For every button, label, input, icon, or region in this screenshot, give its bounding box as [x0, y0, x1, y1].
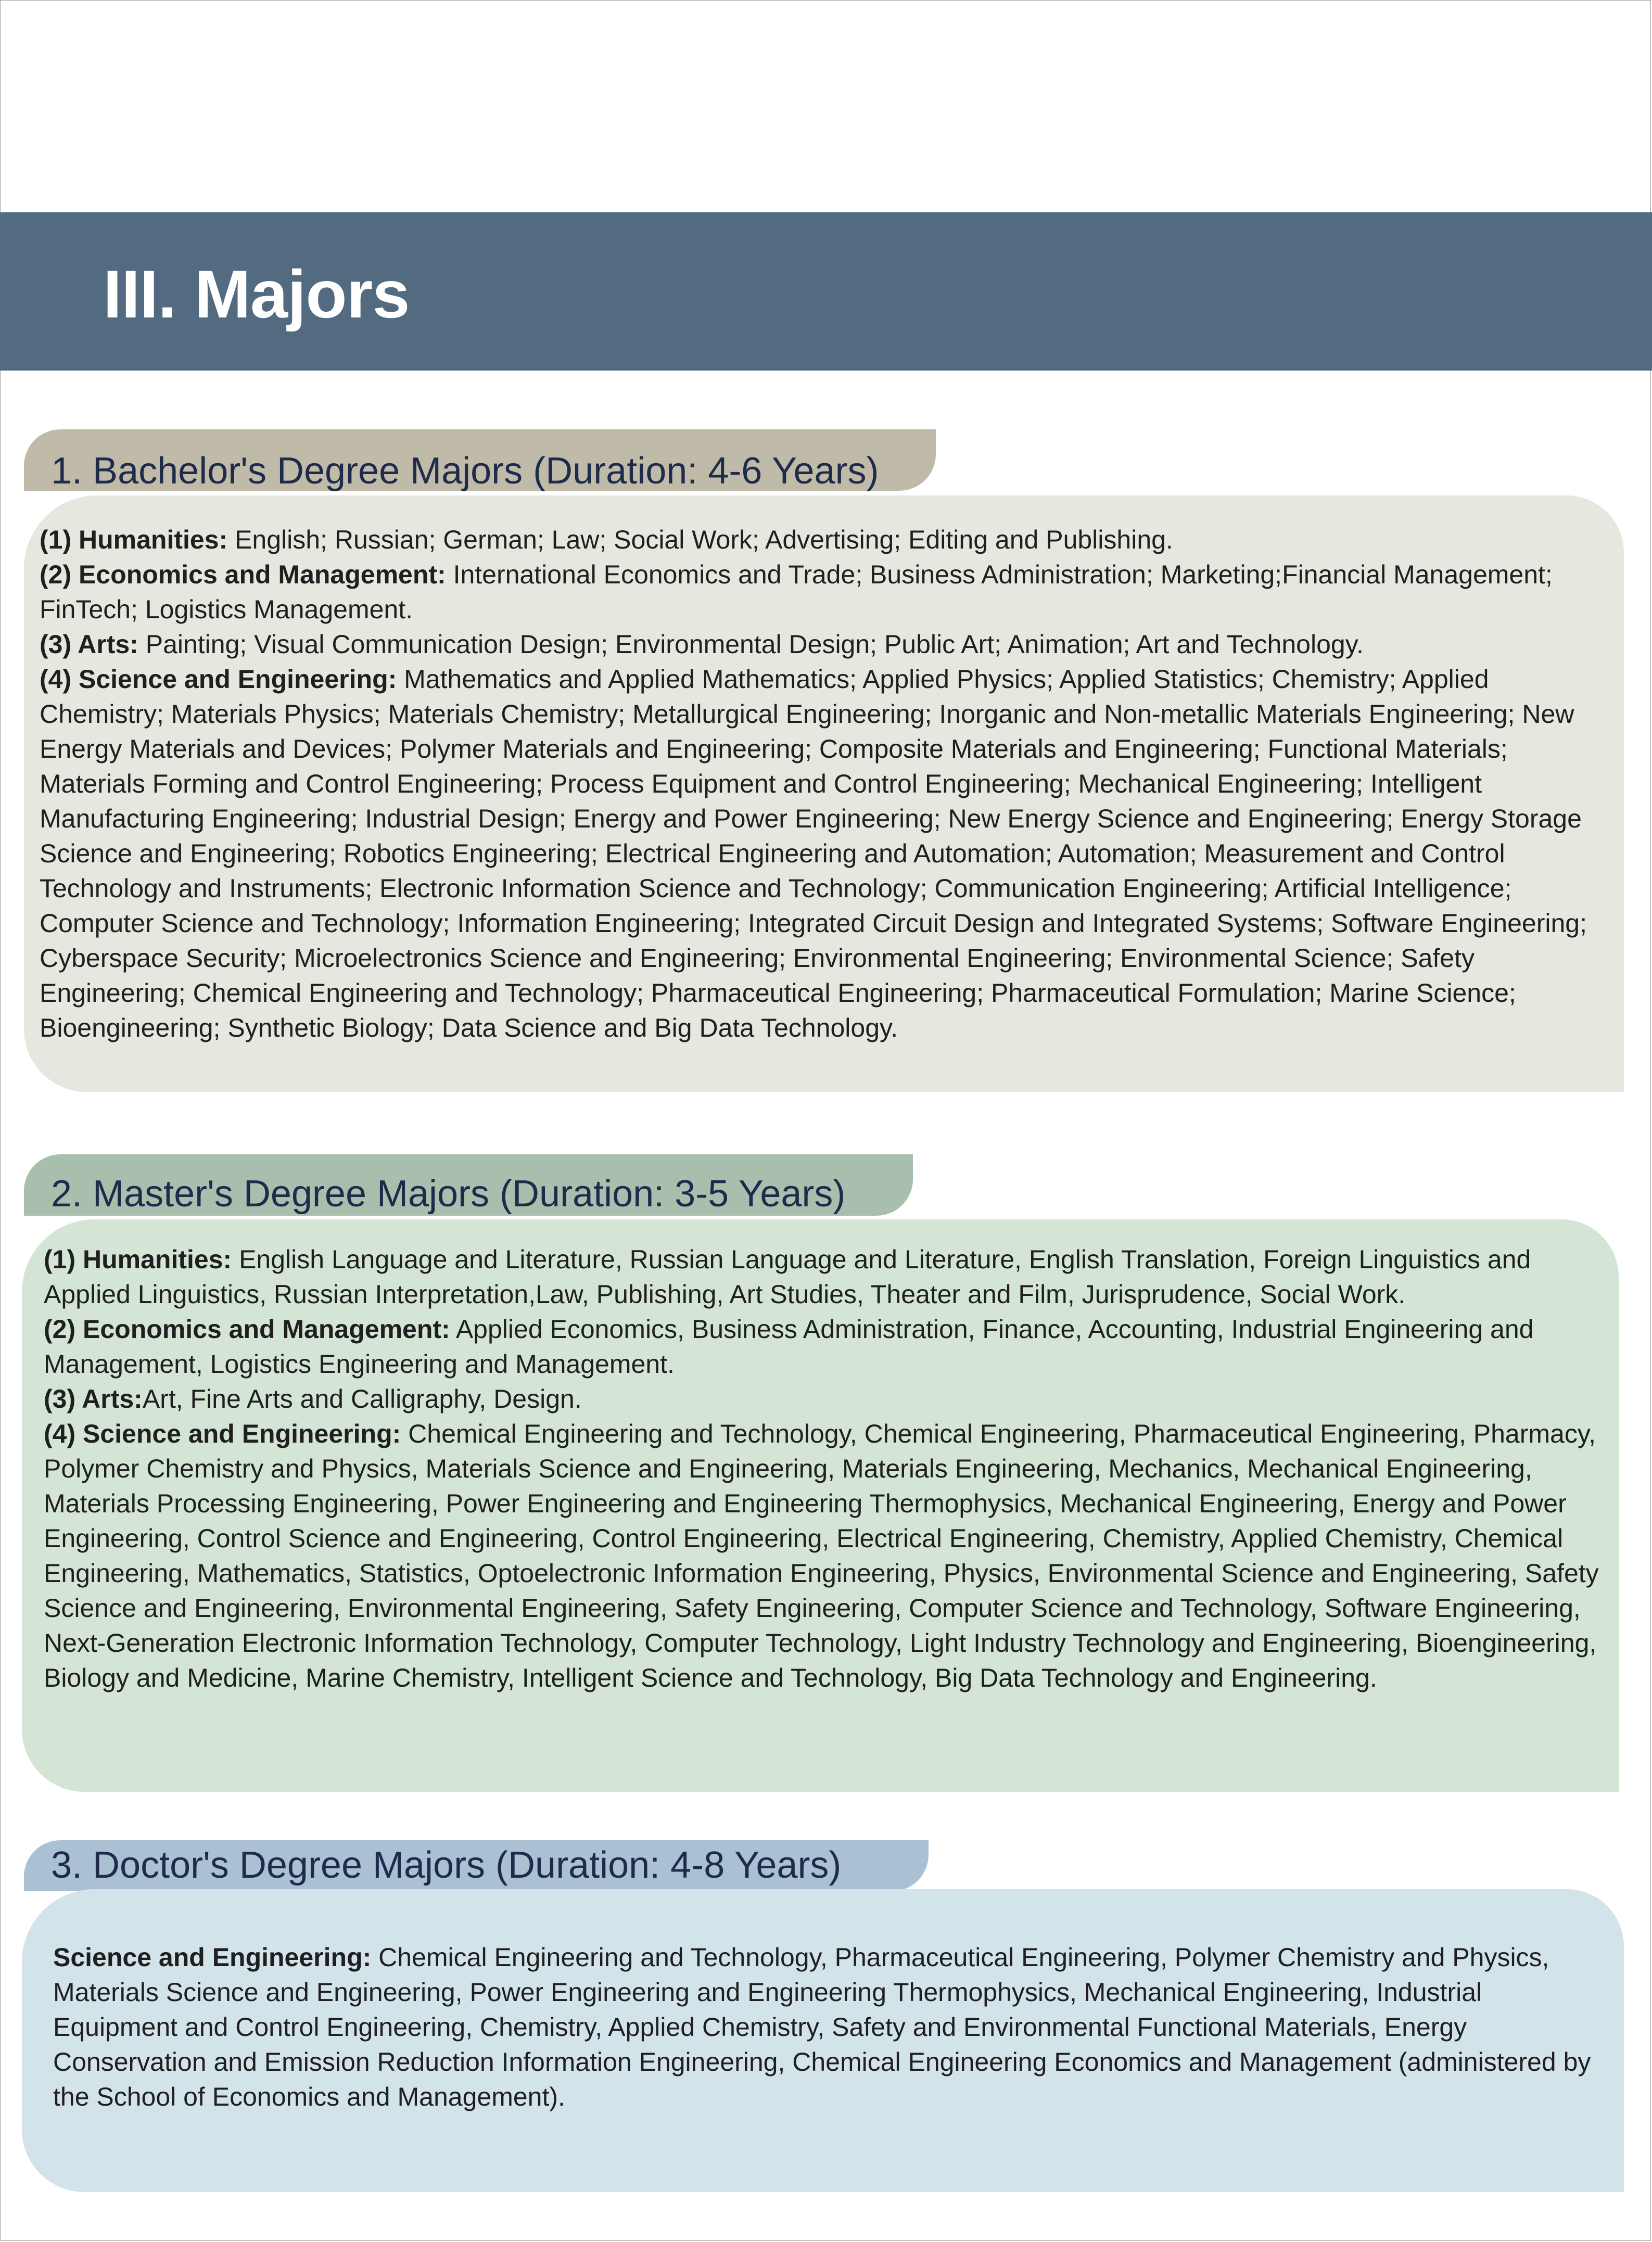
doctor-majors-panel	[22, 1889, 1624, 2192]
category-label: (4) Science and Engineering:	[44, 1419, 401, 1448]
category-majors: Art, Fine Arts and Calligraphy, Design.	[142, 1384, 582, 1413]
category-label: (1) Humanities:	[44, 1245, 232, 1274]
category-label: (4) Science and Engineering:	[40, 665, 397, 694]
category-label: (1) Humanities:	[40, 525, 228, 554]
bachelor-humanities	[40, 523, 1608, 557]
bachelor-majors-panel	[24, 495, 1624, 1092]
master-arts	[44, 1382, 1603, 1417]
category-majors: English; Russian; German; Law; Social Work; Advertising; Editing and Publishing.	[227, 525, 1173, 554]
category-majors: International Economics and Trade; Business Administration; Marketing;Financial Management; FinTech; Logistics Management.	[40, 560, 1553, 624]
master-section-title: 2. Master's Degree Majors (Duration: 3-5 Years)	[24, 1154, 913, 1216]
bachelor-section-title: 1. Bachelor's Degree Majors (Duration: 4-6 Years)	[24, 429, 936, 491]
master-majors-panel	[22, 1219, 1619, 1792]
master-economics-management	[44, 1312, 1603, 1382]
category-majors: English Language and Literature, Russian Language and Literature, English Translation, Foreign Linguistics and Applied Linguistics, Russian Interpretation,Law, Publishing, Art Studies, Theater and Film, Jurisprudence, Social Work.	[44, 1245, 1531, 1309]
category-majors: Applied Economics, Business Administration, Finance, Accounting, Industrial Engineering and Management, Logistics Engineering and Management.	[44, 1315, 1534, 1379]
category-majors: Chemical Engineering and Technology, Pharmaceutical Engineering, Polymer Chemistry and Physics, Materials Science and Engineering, Power Engineering and Engineering Thermophysics, Mechanical Engineering, Industrial Equipment and Control Engineering, Chemistry, Applied Chemistry, Safety and Environmental Functional Materials, Energy Conservation and Emission Reduction Information Engineering, Chemical Engineering Economics and Management (administered by the School of Economics and Management).	[53, 1943, 1591, 2111]
category-label: (3) Arts:	[44, 1384, 143, 1413]
bachelor-economics-management	[40, 557, 1608, 627]
category-majors: Chemical Engineering and Technology, Chemical Engineering, Pharmaceutical Engineering, Pharmacy, Polymer Chemistry and Physics, Materials Science and Engineering, Materials Engineering, Mechanics, Mechanical Engineering, Materials Processing Engineering, Power Engineering and Engineering Thermophysics, Mechanical Engineering, Energy and Power Engineering, Control Science and Engineering, Control Engineering, Electrical Engineering, Chemistry, Applied Chemistry, Chemical Engineering, Mathematics, Statistics, Optoelectronic Information Engineering, Physics, Environmental Science and Engineering, Safety Science and Engineering, Environmental Engineering, Safety Engineering, Computer Science and Technology, Software Engineering, Next-Generation Electronic Information Technology, Computer Technology, Light Industry Technology and Engineering, Bioengineering, Biology and Medicine, Marine Chemistry, Intelligent Science and Technology, Big Data Technology and Engineering.	[44, 1419, 1599, 1692]
page-title: III. Majors	[103, 256, 410, 332]
master-science-engineering	[44, 1417, 1603, 1696]
category-majors: Painting; Visual Communication Design; Environmental Design; Public Art; Animation; Art and Technology.	[138, 630, 1364, 659]
bachelor-arts	[40, 627, 1608, 662]
category-majors: Mathematics and Applied Mathematics; Applied Physics; Applied Statistics; Chemistry; Applied Chemistry; Materials Physics; Materials Chemistry; Metallurgical Engineering; Inorganic and Non-metallic Materials Engineering; New Energy Materials and Devices; Polymer Materials and Engineering; Composite Materials and Engineering; Functional Materials; Materials Forming and Control Engineering; Process Equipment and Control Engineering; Mechanical Engineering; Intelligent Manufacturing Engineering; Industrial Design; Energy and Power Engineering; New Energy Science and Engineering; Energy Storage Science and Engineering; Robotics Engineering; Electrical Engineering and Automation; Automation; Measurement and Control Technology and Instruments; Electronic Information Science and Technology; Communication Engineering; Artificial Intelligence; Computer Science and Technology; Information Engineering; Integrated Circuit Design and Integrated Systems; Software Engineering; Cyberspace Security; Microelectronics Science and Engineering; Environmental Engineering; Environmental Science; Safety Engineering; Chemical Engineering and Technology; Pharmaceutical Engineering; Pharmaceutical Formulation; Marine Science; Bioengineering; Synthetic Biology; Data Science and Big Data Technology.	[40, 665, 1587, 1042]
doctor-section-title: 3. Doctor's Degree Majors (Duration: 4-8 Years)	[24, 1840, 929, 1891]
category-label: Science and Engineering:	[53, 1943, 372, 1972]
doctor-science-engineering	[53, 1940, 1608, 2114]
category-label: (2) Economics and Management:	[40, 560, 446, 589]
bachelor-science-engineering	[40, 662, 1608, 1046]
master-humanities	[44, 1242, 1603, 1312]
category-label: (3) Arts:	[40, 630, 138, 659]
category-label: (2) Economics and Management:	[44, 1315, 450, 1344]
